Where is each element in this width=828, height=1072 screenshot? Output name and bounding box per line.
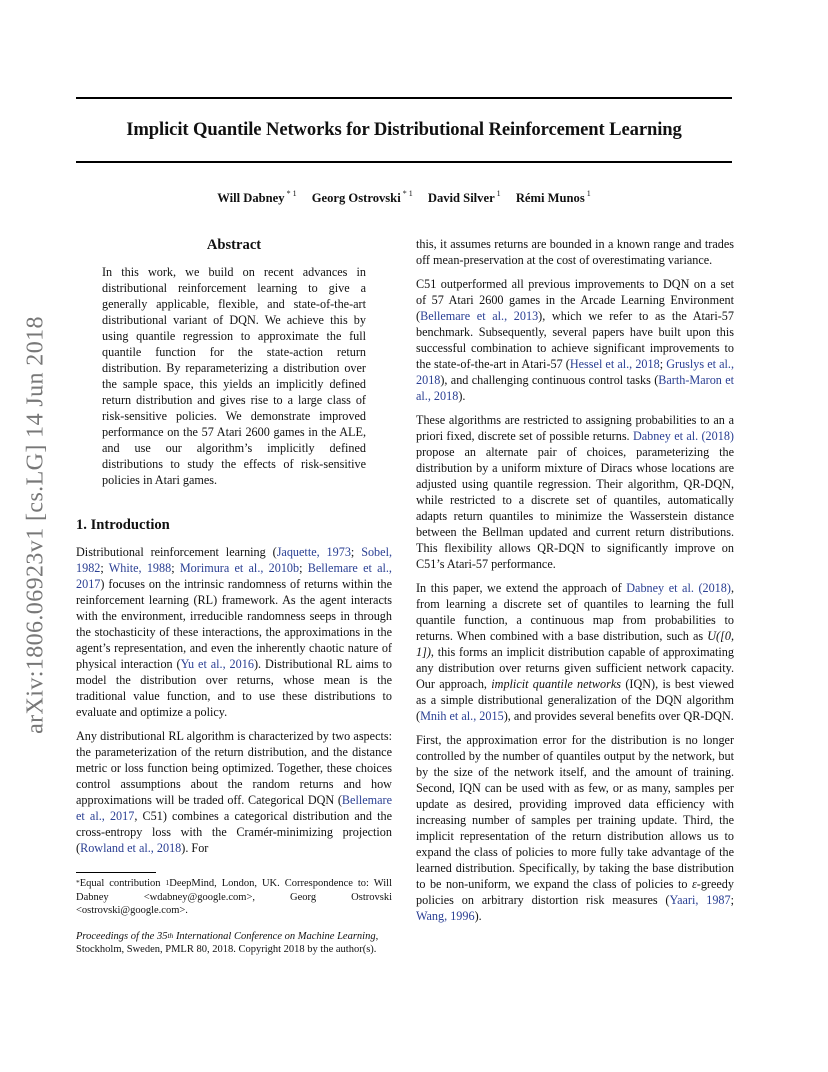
text: ; [350, 545, 362, 559]
author-name: David Silver [427, 191, 495, 205]
author [312, 191, 413, 205]
paragraph [76, 544, 392, 720]
citation-link[interactable]: Sobel, 1982 [76, 545, 392, 575]
footnote-proceedings [76, 930, 392, 957]
superscript: th [167, 930, 174, 940]
citation-link[interactable]: Jaquette, 1973 [276, 545, 351, 559]
citation-link[interactable]: White, 1988 [108, 561, 172, 575]
paragraph [416, 732, 734, 924]
text: Any distributional RL algorithm is characterized by two aspects: the parameterization of the return distribution, and the distance metric or loss function being optimized. Together, these choices control assumptions about the random returns and how approximations will be traded off. Categorical DQN ( [76, 729, 392, 807]
citation-link[interactable]: Yaari, 1987 [669, 893, 731, 907]
text: ; [299, 561, 308, 575]
author-affiliation-mark: * 1 [402, 189, 413, 198]
text: ). [458, 389, 466, 403]
citation-link[interactable]: Dabney et al. (2018) [626, 581, 731, 595]
citation-link[interactable]: Rowland et al., 2018 [80, 841, 182, 855]
author-list [76, 191, 732, 206]
math-expression: U([0, 1]) [416, 629, 734, 659]
abstract-heading: Abstract [206, 237, 262, 253]
top-rule [76, 97, 732, 99]
text: , this forms an implicit distribution capable of approximating any distribution over returns given sufficient network capacity. Our approach, [416, 645, 734, 691]
citation-link[interactable]: Bellemare et al., 2013 [420, 309, 539, 323]
citation-link[interactable]: Dabney et al. (2018) [632, 429, 734, 443]
title-rule [76, 161, 732, 163]
left-column [76, 236, 392, 864]
author-name: Rémi Munos [515, 191, 585, 205]
author [217, 191, 296, 205]
author [516, 191, 591, 205]
text: ), and challenging continuous control tasks ( [440, 373, 659, 387]
text: , Stockholm, Sweden, PMLR 80, 2018. Copyright 2018 by the author(s). [76, 930, 379, 955]
section-heading-introduction: 1. Introduction [76, 517, 170, 533]
footnotes [76, 872, 392, 957]
text: propose an alternate pair of choices, parameterizing the distribution by a uniform mixture of Diracs whose locations are adjusted using quantile regression. Their algorithm, QR-DQN, while restricted to a discrete set of quantiles, automatically adapts return quantiles to minimize the Wasserstein distance between the Bellman updated and current return distributions. This flexibility allows QR-DQN to significantly improve on C51’s Atari-57 performance. [416, 445, 734, 571]
arxiv-side-stamp [16, 295, 56, 755]
text: ; [730, 893, 734, 907]
text: ; [171, 561, 180, 575]
author-affiliation-mark: 1 [586, 189, 591, 198]
text: Distributional reinforcement learning ( [76, 545, 277, 559]
text: C51 outperformed all previous improvements to DQN on a set of 57 Atari 2600 games in the Arcade Learning Environment ( [416, 277, 734, 323]
paragraph [416, 580, 734, 724]
text: ). For [181, 841, 209, 855]
author-affiliation-mark: * 1 [286, 189, 297, 198]
text: ), and provides several benefits over QR-DQN. [503, 709, 734, 723]
citation-link[interactable]: Gruslys et al., 2018 [416, 357, 735, 387]
citation-link[interactable]: Barth-Maron et al., 2018 [416, 373, 734, 403]
footnote-rule [76, 872, 156, 873]
abstract-body: In this work, we build on recent advances in distributional reinforcement learning to give a generally applicable, flexible, and state-of-the-art distributional variant of DQN. We achieve this by using quantile regression to approximate the full quantile function for the state-action return distribution. By reparameterizing a distribution over the sample space, this yields an implicitly defined return distribution and gives rise to a large class of risk-sensitive policies. We demonstrate improved performance on the 57 Atari 2600 games in the ALE, and use our algorithm’s implicitly defined distributions to study the effects of risk-sensitive policies in Atari games. [102, 265, 366, 487]
text: ). Distributional RL aims to model the distribution over returns, whose mean is the traditional value function, and to use these distributions to evaluate and optimize a policy. [76, 657, 392, 719]
footnote-mark: 1 [165, 878, 170, 887]
paragraph [76, 728, 392, 856]
text: ). [474, 909, 482, 923]
text: DeepMind, London, UK. Correspondence to: Will Dabney <wdabney@google.com>, Georg Ostrovski <ostrovski@google.com>. [76, 878, 392, 916]
text: ; [659, 357, 667, 371]
author-name: Will Dabney [217, 191, 285, 205]
citation-link[interactable]: Wang, 1996 [416, 909, 475, 923]
text: , from learning a discrete set of quantiles to learning the full quantile function, a continuous map from probabilities to returns. When combined with a base distribution, such as [416, 581, 734, 643]
text: Equal contribution [79, 878, 166, 889]
right-column [416, 236, 734, 932]
paper-title: Implicit Quantile Networks for Distributional Reinforcement Learning [126, 119, 682, 140]
footnote-affiliation [76, 877, 392, 918]
paragraph [416, 276, 734, 404]
footnote-mark: * [76, 878, 80, 887]
citation-link[interactable]: Yu et al., 2016 [180, 657, 254, 671]
citation-link[interactable]: Hessel et al., 2018 [569, 357, 660, 371]
citation-link[interactable]: Mnih et al., 2015 [420, 709, 504, 723]
text: Proceedings of the 35 [76, 930, 168, 942]
citation-link[interactable]: Morimura et al., 2010b [179, 561, 300, 575]
text: ) focuses on the intrinsic randomness of returns within the reinforcement learning (RL) framework. As the agent interacts with the environment, irreducible randomness seeps in through the stochasticity of these interactions, the approximations in the agent’s representation, and even the inherently chaotic nature of physical interaction ( [76, 577, 392, 671]
text: These algorithms are restricted to assigning probabilities to an a priori fixed, discrete set of possible returns. [416, 413, 734, 443]
text: -greedy policies on arbitrary distortion risk measures ( [416, 877, 734, 907]
text: , C51) combines a categorical distribution and the cross-entropy loss with the Cramér-minimizing projection ( [76, 809, 392, 855]
text: First, the approximation error for the distribution is no longer controlled by the number of quantiles output by the network, but by the size of the network itself, and the amount of training. Second, IQN can be used with as few, or as many, samples per update as desired, providing improved data efficiency with increasing number of samples per training update. Third, the implicit representation of the return distribution allows us to expand the class of policies to more fully take advantage of the learned distribution. Specifically, by taking the base distribution to be non-uniform, we expand the class of policies to [416, 733, 734, 891]
author [428, 191, 501, 205]
text: International Conference on Machine Learning [173, 930, 376, 942]
text: In this paper, we extend the approach of [416, 581, 627, 595]
math-expression: ε [691, 877, 697, 891]
author-name: Georg Ostrovski [311, 191, 401, 205]
text: ; [100, 561, 109, 575]
paragraph [416, 412, 734, 572]
citation-link[interactable]: Bellemare et al., 2017 [76, 793, 392, 823]
paragraph: this, it assumes returns are bounded in a known range and trades off mean-preservation at the cost of overestimating variance. [416, 237, 734, 267]
text: (IQN), is best viewed as a simple distributional generalization of the DQN algorithm ( [416, 677, 735, 723]
arxiv-identifier: arXiv:1806.06923v1 [cs.LG] 14 Jun 2018 [22, 316, 49, 734]
author-affiliation-mark: 1 [496, 189, 501, 198]
citation-link[interactable]: Bellemare et al., 2017 [76, 561, 392, 591]
emphasis: implicit quantile networks [491, 677, 622, 691]
text: ), which we refer to as the Atari-57 benchmark. Subsequently, several papers have built upon this successful combination to achieve significant improvements to the state-of-the-art in Atari-57 ( [416, 309, 734, 371]
